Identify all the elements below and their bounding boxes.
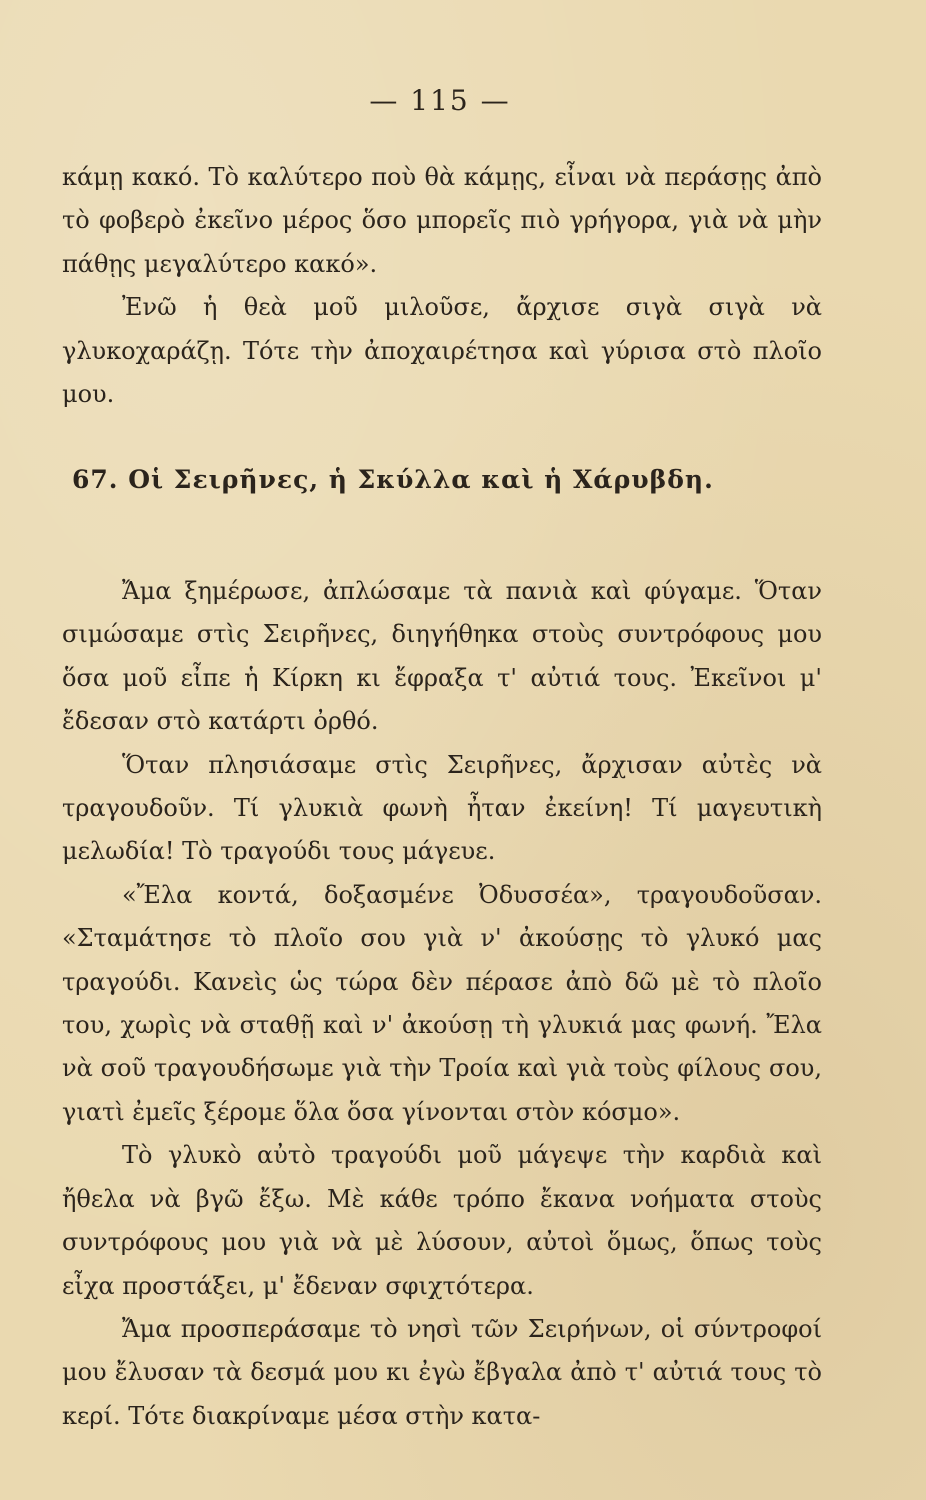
paragraph: Ἄμα ξημέρωσε, ἀπλώσαμε τὰ πανιὰ καὶ φύγαμε. Ὅταν σιμώσαμε στὶς Σειρῆνες, διηγήθηκα στοὺς συντρόφους μου ὅσα μοῦ εἶπε ἡ Κίρκη κι ἔφραξα τ' αὐτιά τους. Ἐκεῖνοι μ' ἔδεσαν στὸ κατάρτι ὀρθό.: [62, 577, 822, 736]
paragraph: Τὸ γλυκὸ αὐτὸ τραγούδι μοῦ μάγεψε τὴν καρδιὰ καὶ ἤθελα νὰ βγῶ ἔξω. Μὲ κάθε τρόπο ἔκανα νοήματα στοὺς συντρόφους μου γιὰ νὰ μὲ λύσουν, αὐτοὶ ὅμως, ὅπως τοὺς εἶχα προστάξει, μ' ἔδεναν σφιχτότερα.: [62, 1141, 822, 1300]
text-block-main: [62, 570, 822, 1438]
text-block-top: [62, 156, 822, 416]
continued-paragraph: κάμῃ κακό. Τὸ καλύτερο ποὺ θὰ κάμῃς, εἶναι νὰ περάσῃς ἀπὸ τὸ φοβερὸ ἐκεῖνο μέρος ὅσο μπορεῖς πιὸ γρήγορα, γιὰ νὰ μὴν πάθῃς μεγαλύτερο κακό».: [62, 163, 822, 278]
paragraph: Ὅταν πλησιάσαμε στὶς Σειρῆνες, ἄρχισαν αὐτὲς νὰ τραγουδοῦν. Τί γλυκιὰ φωνὴ ἦταν ἐκείνη! Τί μαγευτικὴ μελωδία! Τὸ τραγούδι τους μάγευε.: [62, 750, 822, 866]
section-heading: 67. Οἱ Σειρῆνες, ἡ Σκύλλα καὶ ἡ Χάρυβδη.: [72, 465, 714, 494]
page-number: — 115 —: [369, 84, 511, 117]
paragraph: Ἄμα προσπεράσαμε τὸ νησὶ τῶν Σειρήνων, οἱ σύντροφοί μου ἔλυσαν τὰ δεσμά μου κι ἐγὼ ἔβγαλα ἀπὸ τ' αὐτιά τους τὸ κερί. Τότε διακρίναμε μέσα στὴν κατα-: [62, 1314, 822, 1430]
paragraph: «Ἔλα κοντά, δοξασμένε Ὀδυσσέα», τραγουδοῦσαν. «Σταμάτησε τὸ πλοῖο σου γιὰ ν' ἀκούσῃς τὸ γλυκό μας τραγούδι. Κανεὶς ὡς τώρα δὲν πέρασε ἀπὸ δῶ μὲ τὸ πλοῖο του, χωρὶς νὰ σταθῇ καὶ ν' ἀκούσῃ τὴ γλυκιά μας φωνή. Ἔλα νὰ σοῦ τραγουδήσωμε γιὰ τὴν Τροία καὶ γιὰ τοὺς φίλους σου, γιατὶ ἐμεῖς ξέρομε ὅλα ὅσα γίνονται στὸν κόσμο».: [62, 880, 822, 1126]
paragraph: Ἐνῶ ἡ θεὰ μοῦ μιλοῦσε, ἄρχισε σιγὰ σιγὰ νὰ γλυκοχαράζῃ. Τότε τὴν ἀποχαιρέτησα καὶ γύρισα στὸ πλοῖο μου.: [62, 293, 822, 409]
